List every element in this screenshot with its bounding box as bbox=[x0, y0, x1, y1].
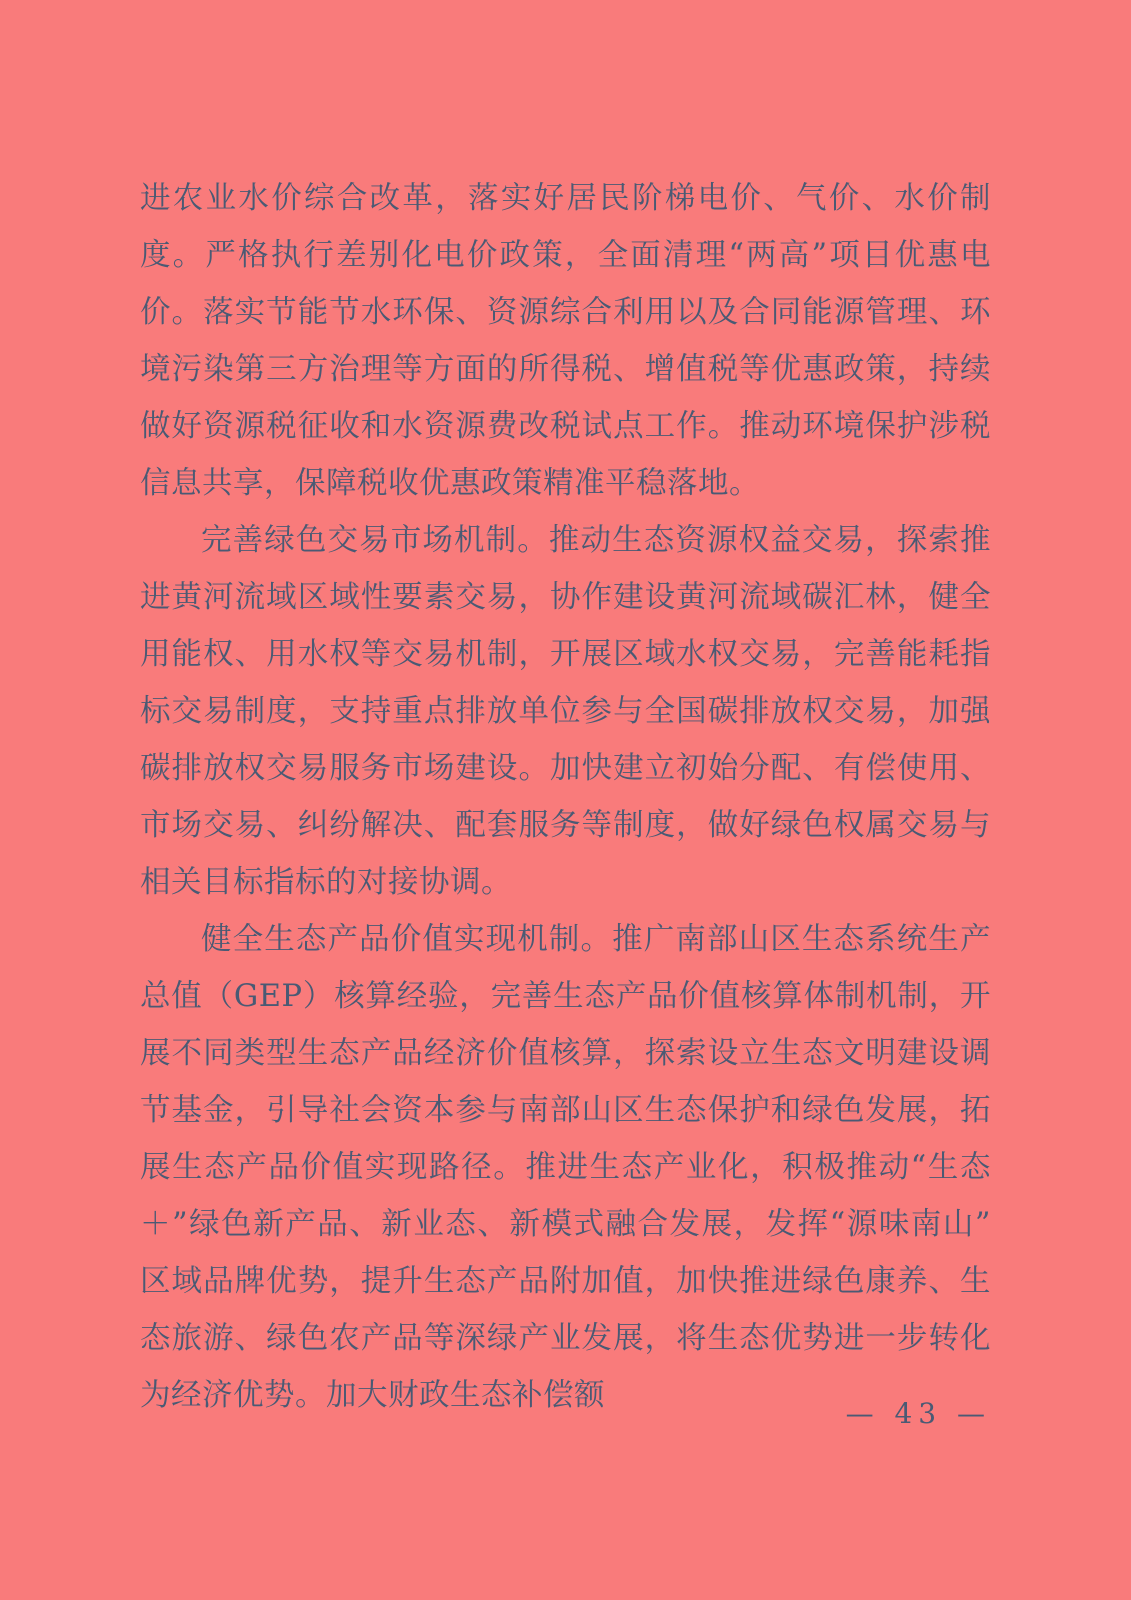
paragraph-1: 进农业水价综合改革，落实好居民阶梯电价、气价、水价制度。严格执行差别化电价政策，全面清理“两高”项目优惠电价。落实节能节水环保、资源综合利用以及合同能源管理、环境污染第三方治理等方面的所得税、增值税等优惠政策，持续做好资源税征收和水资源费改税试点工作。推动环境保护涉税信息共享，保障税收优惠政策精准平稳落地。 bbox=[140, 181, 991, 501]
paragraph-3: 健全生态产品价值实现机制。推广南部山区生态系统生产总值（GEP）核算经验，完善生态产品价值核算体制机制，开展不同类型生态产品经济价值核算，探索设立生态文明建设调节基金，引导社会资本参与南部山区生态保护和绿色发展，拓展生态产品价值实现路径。推进生态产业化，积极推动“生态＋”绿色新产品、新业态、新模式融合发展，发挥“源味南山”区域品牌优势，提升生态产品附加值，加快推进绿色康养、生态旅游、绿色农产品等深绿产业发展，将生态优势进一步转化为经济优势。加大财政生态补偿额 bbox=[140, 922, 991, 1413]
paragraph-2: 完善绿色交易市场机制。推动生态资源权益交易，探索推进黄河流域区域性要素交易，协作建设黄河流域碳汇林，健全用能权、用水权等交易机制，开展区域水权交易，完善能耗指标交易制度，支持重点排放单位参与全国碳排放权交易，加强碳排放权交易服务市场建设。加快建立初始分配、有偿使用、市场交易、纠纷解决、配套服务等制度，做好绿色权属交易与相关目标指标的对接协调。 bbox=[140, 523, 991, 900]
page-body bbox=[140, 170, 991, 1424]
page-number: — 43 — bbox=[845, 1397, 991, 1430]
